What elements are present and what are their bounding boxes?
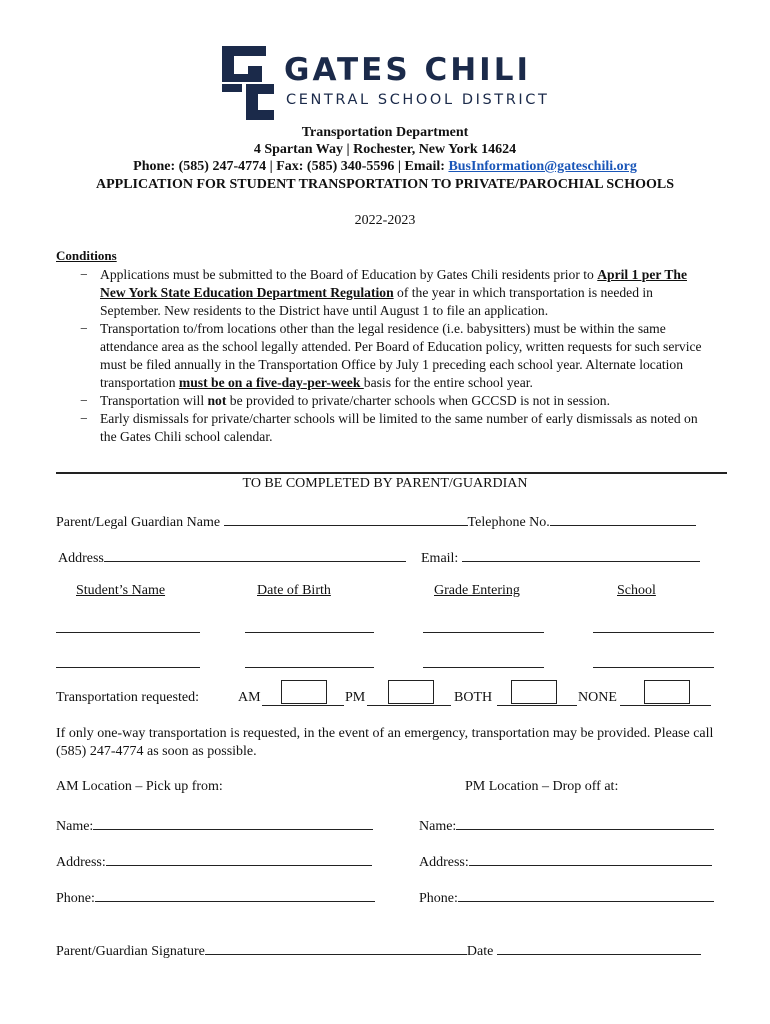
department-name: Transportation Department [301,125,469,140]
am-name-field[interactable] [93,815,373,830]
guardian-name-label: Parent/Legal Guardian Name [56,515,224,530]
pm-phone-field[interactable] [458,887,714,902]
pm-name-row [419,815,714,835]
guardian-name-field[interactable] [224,511,468,526]
email-link[interactable]: BusInformation@gateschili.org [448,159,637,174]
dob-field-2[interactable] [245,667,374,668]
school-field-1[interactable] [593,632,714,633]
date-label: Date [466,944,497,959]
transport-label: Transportation requested: [56,690,199,705]
grade-field-2[interactable] [423,667,544,668]
both-checkbox[interactable] [511,680,557,704]
pm-address-row [419,851,712,871]
both-line [497,705,577,706]
am-option-label: AM [238,690,261,705]
contact-phone-fax: Phone: (585) 247-4774 | Fax: (585) 340-5596 | Email: [133,159,449,174]
am-location-heading: AM Location – Pick up from: [56,779,223,794]
both-option-label: BOTH [454,690,493,705]
pm-name-field[interactable] [456,815,714,830]
email-field[interactable] [462,547,700,562]
col-school: School [617,583,656,598]
col-student-name: Student’s Name [76,583,166,598]
student-name-field-2[interactable] [56,667,200,668]
conditions-list [56,266,716,446]
email-label: Email: [421,551,462,566]
guardian-row [56,511,696,531]
am-name-row [56,815,373,835]
col-grade-entering: Grade Entering [434,583,520,598]
pm-checkbox[interactable] [388,680,434,704]
none-option-label: NONE [578,690,617,705]
grade-field-1[interactable] [423,632,544,633]
address-field[interactable] [104,547,406,562]
school-year: 2022-2023 [354,213,416,228]
department-address: 4 Spartan Way | Rochester, New York 14624 [253,142,517,157]
pm-line [367,705,451,706]
pm-address-field[interactable] [469,851,712,866]
gc-monogram-icon [222,46,274,120]
logo-name-line2: CENTRAL SCHOOL DISTRICT [286,92,550,108]
pm-name-label: Name: [419,819,457,834]
pm-option-label: PM [345,690,366,705]
condition-item: − Early dismissals for private/charter schools will be limited to the same number of early dismissals as noted on the Gates Chili school calendar. [80,411,698,444]
am-checkbox[interactable] [281,680,327,704]
school-field-2[interactable] [593,667,714,668]
contact-line [0,158,770,175]
pm-phone-label: Phone: [419,891,458,906]
address-row [58,547,406,567]
am-address-field[interactable] [106,851,372,866]
am-phone-field[interactable] [95,887,375,902]
district-logo [222,46,572,120]
pm-phone-row [419,887,714,907]
oneway-note: If only one-way transportation is requested, in the event of an emergency, transportation may be provided. Please call (585) 247-4774 as soon as possible. [56,726,714,759]
conditions-title: Conditions [56,248,117,263]
student-name-field-1[interactable] [56,632,200,633]
email-row [421,547,700,567]
am-phone-row [56,887,375,907]
dob-field-1[interactable] [245,632,374,633]
telephone-field[interactable] [550,511,696,526]
col-date-of-birth: Date of Birth [257,583,331,598]
condition-item: − Transportation will not be provided to private/charter schools when GCCSD is not in session. [80,393,610,408]
telephone-label: Telephone No. [467,515,550,530]
condition-item: − Transportation to/from locations other than the legal residence (i.e. babysitters) must be within the same attendance area as the school legally attended. Per Board of Education policy, written requests for such service must be filed annually in the Transportation Office by July 1 preceding each school year. Alternate location transportation must be on a five-day-per-week basis for the entire school year. [80,321,702,390]
address-label: Address [58,551,104,566]
condition-item: − Applications must be submitted to the Board of Education by Gates Chili residents prior to April 1 per The New York State Education Department Regulation of the year in which transportation is needed in September. New residents to the District have until August 1 to file an application. [80,267,687,318]
signature-label: Parent/Guardian Signature [56,944,205,959]
logo-name-line1: GATES CHILI [284,52,531,88]
am-address-label: Address: [56,855,106,870]
signature-field[interactable] [205,940,467,955]
none-checkbox[interactable] [644,680,690,704]
none-line [620,705,711,706]
am-address-row [56,851,372,871]
am-phone-label: Phone: [56,891,95,906]
form-title: APPLICATION FOR STUDENT TRANSPORTATION TO PRIVATE/PAROCHIAL SCHOOLS [95,177,675,192]
am-line [262,705,344,706]
date-field[interactable] [497,940,701,955]
pm-address-label: Address: [419,855,469,870]
am-name-label: Name: [56,819,94,834]
pm-location-heading: PM Location – Drop off at: [465,779,619,794]
section-divider [56,472,727,474]
section-title: TO BE COMPLETED BY PARENT/GUARDIAN [242,476,528,491]
signature-row [56,940,701,960]
